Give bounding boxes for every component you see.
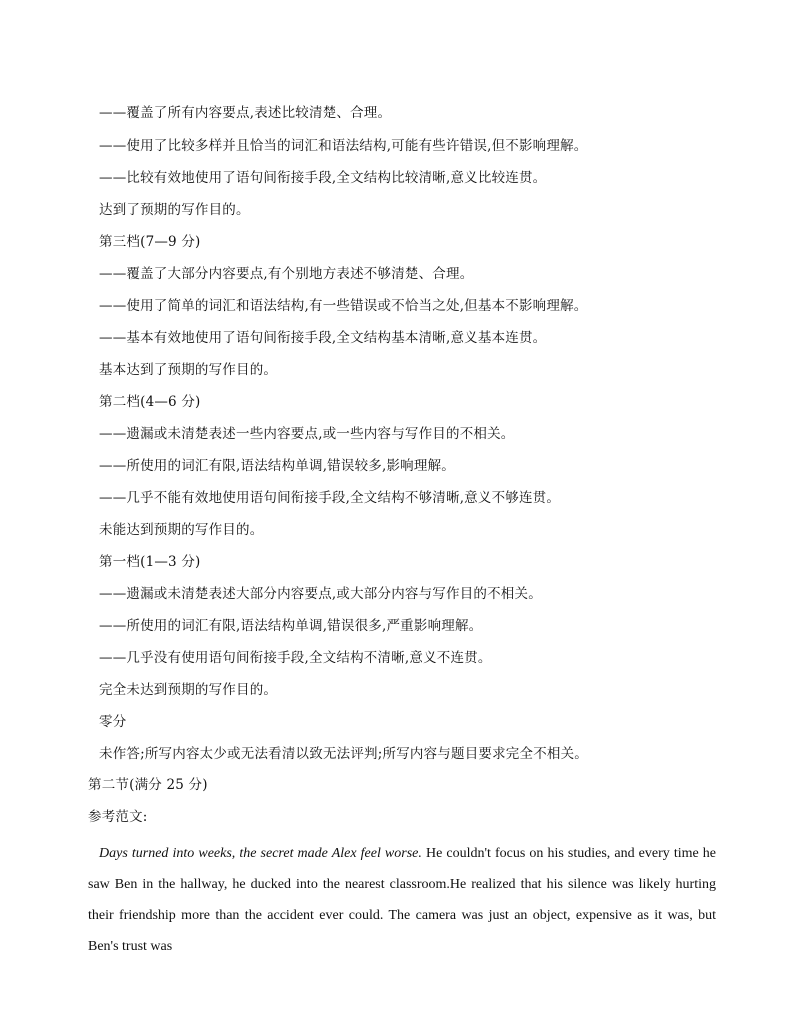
- band3-title: 第三档(7—9 分): [99, 234, 201, 250]
- band1-title: 第一档(1—3 分): [99, 554, 201, 570]
- band2-summary: 未能达到预期的写作目的。: [99, 522, 264, 538]
- zero-text: 未作答;所写内容太少或无法看清以致无法评判;所写内容与题目要求完全不相关。: [99, 746, 588, 762]
- band2-title: 第二档(4—6 分): [99, 394, 201, 410]
- band1-item-2: ——所使用的词汇有限,语法结构单调,错误很多,严重影响理解。: [99, 618, 483, 634]
- band3-item-2: ——使用了简单的词汇和语法结构,有一些错误或不恰当之处,但基本不影响理解。: [99, 298, 588, 314]
- band2-item-1: ——遗漏或未清楚表述一些内容要点,或一些内容与写作目的不相关。: [99, 426, 515, 442]
- band1-item-3: ——几乎没有使用语句间衔接手段,全文结构不清晰,意义不连贯。: [99, 650, 492, 666]
- band4-summary: 达到了预期的写作目的。: [99, 202, 250, 218]
- band1-summary: 完全未达到预期的写作目的。: [99, 682, 278, 698]
- band3-summary: 基本达到了预期的写作目的。: [99, 362, 278, 378]
- sample-essay-paragraph: [88, 838, 716, 962]
- band2-item-2: ——所使用的词汇有限,语法结构单调,错误较多,影响理解。: [99, 458, 455, 474]
- band4-item-2: ——使用了比较多样并且恰当的词汇和语法结构,可能有些许错误,但不影响理解。: [99, 138, 588, 154]
- zero-title: 零分: [99, 714, 127, 730]
- band4-item-1: ——覆盖了所有内容要点,表述比较清楚、合理。: [99, 105, 392, 121]
- band3-item-1: ——覆盖了大部分内容要点,有个别地方表述不够清楚、合理。: [99, 266, 474, 282]
- sample-label: 参考范文:: [88, 809, 148, 825]
- band3-item-3: ——基本有效地使用了语句间衔接手段,全文结构基本清晰,意义基本连贯。: [99, 330, 547, 346]
- essay-body: He couldn't focus on his studies, and every time he saw Ben in the hallway, he ducked into the nearest classroom.He realized that his silence was likely hurting their friendship more than the accident ever could. The camera was just an object, expensive as it was, but Ben's trust was: [88, 846, 717, 954]
- band2-item-3: ——几乎不能有效地使用语句间衔接手段,全文结构不够清晰,意义不够连贯。: [99, 490, 561, 506]
- band4-item-3: ——比较有效地使用了语句间衔接手段,全文结构比较清晰,意义比较连贯。: [99, 170, 547, 186]
- essay-lead-italic: Days turned into weeks, the secret made Alex feel worse.: [99, 846, 422, 861]
- band1-item-1: ——遗漏或未清楚表述大部分内容要点,或大部分内容与写作目的不相关。: [99, 586, 542, 602]
- section2-title: 第二节(满分 25 分): [88, 777, 208, 793]
